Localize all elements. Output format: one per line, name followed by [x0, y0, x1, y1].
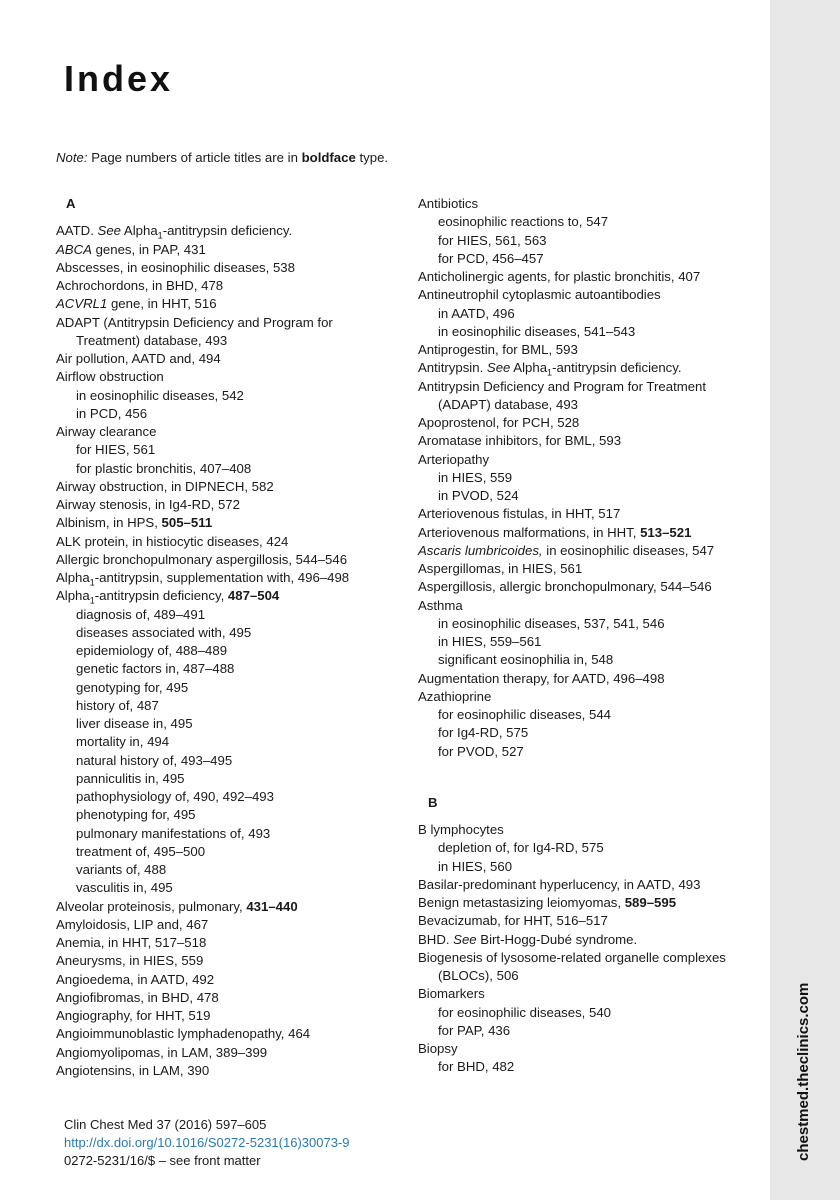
- entry-text: for PAP, 436: [438, 1022, 511, 1038]
- section-letter-b: B: [428, 794, 438, 810]
- page-title: Index: [64, 58, 174, 99]
- index-entry: [56, 222, 401, 240]
- index-entry: [418, 505, 763, 523]
- entry-text: BHD.: [418, 931, 454, 947]
- entry-text: Birt-Hogg-Dubé syndrome.: [476, 931, 638, 947]
- entry-text: vasculitis in, 495: [76, 880, 173, 896]
- index-subentry: [418, 1022, 763, 1040]
- index-entry: [418, 378, 763, 396]
- index-subentry: [56, 879, 401, 897]
- index-subentry: [418, 839, 763, 857]
- sidebar-website[interactable]: chestmed.theclinics.com: [795, 982, 812, 1161]
- entry-text: -antitrypsin deficiency,: [94, 588, 228, 604]
- entry-text: in PVOD, 524: [438, 488, 519, 503]
- entry-text: 513–521: [640, 524, 692, 540]
- entry-text: for HIES, 561: [76, 442, 156, 458]
- entry-text: Antitrypsin.: [418, 360, 487, 376]
- index-entry: [418, 414, 763, 432]
- index-subentry: [56, 332, 401, 350]
- entry-text: Air pollution, AATD and, 494: [56, 351, 221, 366]
- entry-text: in HIES, 560: [438, 858, 513, 874]
- entry-text: Asthma: [418, 597, 463, 613]
- entry-text: -antitrypsin deficiency.: [552, 360, 682, 376]
- footer-citation: Clin Chest Med 37 (2016) 597–605: [64, 1117, 267, 1132]
- entry-text: natural history of, 493–495: [76, 752, 233, 768]
- index-column-left: [56, 195, 401, 1080]
- index-subentry: [418, 305, 763, 323]
- index-subentry: [56, 770, 401, 788]
- entry-text: mortality in, 494: [76, 734, 170, 750]
- entry-text: Aneurysms, in HIES, 559: [56, 953, 204, 969]
- entry-text: treatment of, 495–500: [76, 843, 206, 859]
- entry-text: for HIES, 561, 563: [438, 232, 547, 248]
- entry-text: 1: [547, 367, 553, 378]
- index-entry: [56, 277, 401, 295]
- entry-text: pulmonary manifestations of, 493: [76, 825, 271, 841]
- entry-text: gene, in HHT, 516: [107, 296, 217, 312]
- index-subentry: [56, 405, 401, 423]
- entry-text: Antibiotics: [418, 196, 479, 211]
- index-entry: [56, 587, 401, 605]
- entry-text: liver disease in, 495: [76, 716, 193, 731]
- index-subentry: [56, 788, 401, 806]
- index-entry: [418, 597, 763, 615]
- footer-issn: 0272-5231/16/$ – see front matter: [64, 1153, 261, 1168]
- entry-text: in eosinophilic diseases, 547: [542, 542, 715, 558]
- entry-text: 589–595: [624, 895, 677, 910]
- entry-text: variants of, 488: [76, 862, 167, 877]
- index-entry: [418, 451, 763, 469]
- entry-text: in eosinophilic diseases, 541–543: [438, 323, 636, 339]
- index-subentry: [418, 1004, 763, 1022]
- entry-text: Biomarkers: [418, 986, 485, 1002]
- index-entry: [418, 688, 763, 706]
- entry-text: Airway clearance: [56, 424, 157, 439]
- index-subentry: [418, 323, 763, 341]
- entry-text: Antitrypsin Deficiency and Program for Treatment: [418, 378, 707, 394]
- entry-text: eosinophilic reactions to, 547: [438, 214, 609, 230]
- entry-text: Basilar-predominant hyperlucency, in AATD, 493: [418, 876, 701, 892]
- entry-text: Angioedema, in AATD, 492: [56, 971, 215, 987]
- index-entry: [418, 286, 763, 304]
- index-entry: [418, 949, 763, 967]
- entry-text: 431–440: [246, 898, 298, 914]
- entry-text: Benign metastasizing leiomyomas,: [418, 895, 625, 910]
- index-entry: [56, 1044, 401, 1062]
- index-subentry: [56, 733, 401, 751]
- entry-text: panniculitis in, 495: [76, 770, 185, 786]
- index-entry: [418, 432, 763, 450]
- entry-text: Alveolar proteinosis, pulmonary,: [56, 898, 247, 914]
- index-subentry: [418, 396, 763, 414]
- entry-text: Alpha: [56, 570, 90, 585]
- entry-text: for BHD, 482: [438, 1059, 515, 1075]
- index-entry: [56, 971, 401, 989]
- entry-text: Apoprostenol, for PCH, 528: [418, 415, 580, 430]
- index-subentry: [56, 861, 401, 879]
- entry-text: Ascaris lumbricoides,: [418, 542, 543, 558]
- index-entry: [56, 295, 401, 313]
- entry-text: Allergic bronchopulmonary aspergillosis, 544–546: [56, 551, 348, 567]
- entry-text: Airway stenosis, in Ig4-RD, 572: [56, 497, 240, 512]
- index-subentry: [56, 679, 401, 697]
- entry-text: Antiprogestin, for BML, 593: [418, 342, 578, 357]
- journal-sidebar: [770, 0, 840, 1200]
- entry-text: diseases associated with, 495: [76, 624, 252, 640]
- entry-text: Bevacizumab, for HHT, 516–517: [418, 913, 608, 929]
- entry-text: in PCD, 456: [76, 405, 148, 421]
- index-subentry: [418, 487, 763, 505]
- index-entry: [418, 912, 763, 930]
- entries-left: [56, 222, 401, 1080]
- entry-text: Achrochordons, in BHD, 478: [56, 278, 224, 293]
- index-entry: [56, 496, 401, 514]
- entry-text: Antineutrophil cytoplasmic autoantibodies: [418, 287, 661, 303]
- entry-text: for PCD, 456–457: [438, 250, 544, 266]
- entry-text: Biopsy: [418, 1041, 458, 1056]
- note-label: Note:: [56, 150, 88, 165]
- entries-right-b: [418, 821, 763, 1077]
- index-subentry: [418, 232, 763, 250]
- entry-text: in AATD, 496: [438, 305, 515, 321]
- index-subentry: [56, 843, 401, 861]
- entry-text: ACVRL1: [56, 296, 108, 312]
- index-entry: [56, 259, 401, 277]
- index-subentry: [418, 213, 763, 231]
- index-subentry: [56, 715, 401, 733]
- index-entry: [418, 524, 763, 542]
- entry-text: Airway obstruction, in DIPNECH, 582: [56, 478, 274, 494]
- index-entry: [56, 314, 401, 332]
- entry-text: depletion of, for Ig4-RD, 575: [438, 840, 604, 856]
- index-entry: [56, 916, 401, 934]
- index-subentry: [56, 460, 401, 478]
- index-entry: [418, 894, 763, 912]
- entry-text: Aspergillomas, in HIES, 561: [418, 561, 583, 576]
- entry-text: Angiofibromas, in BHD, 478: [56, 989, 219, 1005]
- entry-text: Arteriovenous fistulas, in HHT, 517: [418, 506, 621, 522]
- index-entry: [418, 268, 763, 286]
- index-subentry: [56, 387, 401, 405]
- index-subentry: [418, 633, 763, 651]
- entry-text: in HIES, 559–561: [438, 634, 542, 649]
- entry-text: history of, 487: [76, 697, 159, 713]
- entry-text: Amyloidosis, LIP and, 467: [56, 916, 209, 932]
- entry-text: genes, in PAP, 431: [91, 241, 206, 257]
- index-column-right: [418, 195, 763, 1077]
- index-entry: [418, 578, 763, 596]
- index-subentry: [418, 651, 763, 669]
- index-entry: [56, 551, 401, 569]
- index-subentry: [56, 606, 401, 624]
- entry-text: pathophysiology of, 490, 492–493: [76, 789, 274, 804]
- entry-text: ADAPT (Antitrypsin Deficiency and Program for: [56, 314, 333, 330]
- index-subentry: [56, 441, 401, 459]
- entry-text: for plastic bronchitis, 407–408: [76, 460, 252, 476]
- index-entry: [418, 341, 763, 359]
- entry-text: Arteriopathy: [418, 451, 490, 467]
- entry-text: See: [486, 360, 511, 376]
- entry-text: 1: [89, 595, 95, 606]
- index-entry: [56, 952, 401, 970]
- index-entry: [418, 670, 763, 688]
- index-entry: [56, 898, 401, 916]
- index-entry: [56, 241, 401, 259]
- entries-right-a: [418, 195, 763, 761]
- index-entry: [56, 533, 401, 551]
- entry-text: Angiomyolipomas, in LAM, 389–399: [56, 1044, 268, 1060]
- entry-text: for eosinophilic diseases, 540: [438, 1004, 612, 1020]
- note-bold-word: boldface: [301, 150, 356, 165]
- index-subentry: [56, 752, 401, 770]
- entry-text: Alpha: [121, 223, 158, 239]
- entry-text: Albinism, in HPS,: [56, 515, 162, 531]
- entry-text: for eosinophilic diseases, 544: [438, 707, 612, 722]
- entry-text: Angioimmunoblastic lymphadenopathy, 464: [56, 1026, 311, 1042]
- index-entry: [56, 1062, 401, 1080]
- index-subentry: [418, 967, 763, 985]
- entry-text: significant eosinophilia in, 548: [438, 652, 614, 668]
- entry-text: phenotyping for, 495: [76, 807, 196, 823]
- index-entry: [56, 478, 401, 496]
- entry-text: 1: [157, 230, 163, 241]
- note-text-before: Page numbers of article titles are in: [87, 150, 302, 165]
- entry-text: Arteriovenous malformations, in HHT,: [418, 524, 641, 540]
- entry-text: (BLOCs), 506: [438, 968, 519, 983]
- index-subentry: [418, 724, 763, 742]
- index-subentry: [418, 1058, 763, 1076]
- index-subentry: [56, 806, 401, 824]
- index-entry: [418, 359, 763, 377]
- page-footer: [64, 1116, 350, 1170]
- index-entry: [418, 876, 763, 894]
- entry-text: 487–504: [227, 588, 280, 604]
- entry-text: See: [97, 223, 121, 239]
- index-subentry: [418, 469, 763, 487]
- entry-text: -antitrypsin, supplementation with, 496–498: [94, 570, 350, 585]
- entry-text: in eosinophilic diseases, 542: [76, 387, 244, 403]
- entry-text: Treatment) database, 493: [76, 332, 228, 348]
- entry-text: Aromatase inhibitors, for BML, 593: [418, 433, 622, 449]
- entry-text: 1: [89, 577, 95, 588]
- entry-text: in HIES, 559: [438, 469, 513, 485]
- index-subentry: [56, 624, 401, 642]
- note-text-after: type.: [355, 150, 389, 165]
- index-entry: [56, 989, 401, 1007]
- index-entry: [56, 934, 401, 952]
- entry-text: AATD.: [56, 223, 98, 239]
- entry-text: Anemia, in HHT, 517–518: [56, 935, 207, 950]
- entry-text: for PVOD, 527: [438, 743, 524, 759]
- index-entry: [418, 560, 763, 578]
- entry-text: Alpha: [510, 360, 548, 376]
- index-subentry: [56, 697, 401, 715]
- index-entry: [418, 821, 763, 839]
- index-subentry: [418, 706, 763, 724]
- entry-text: Alpha: [56, 588, 90, 604]
- entry-text: Augmentation therapy, for AATD, 496–498: [418, 670, 665, 686]
- entry-text: Abscesses, in eosinophilic diseases, 538: [56, 259, 295, 275]
- entry-text: Aspergillosis, allergic bronchopulmonary, 544–546: [418, 579, 712, 595]
- entry-text: 505–511: [161, 515, 213, 531]
- entry-text: Angiotensins, in LAM, 390: [56, 1062, 210, 1078]
- entry-text: ALK protein, in histiocytic diseases, 424: [56, 533, 289, 549]
- entry-text: (ADAPT) database, 493: [438, 396, 579, 412]
- index-entry: [56, 569, 401, 587]
- entry-text: ABCA: [56, 241, 92, 257]
- section-letter-a: A: [66, 196, 76, 211]
- entry-text: Angiography, for HHT, 519: [56, 1008, 211, 1023]
- entry-text: genetic factors in, 487–488: [76, 661, 235, 677]
- index-entry: [56, 368, 401, 386]
- index-subentry: [418, 615, 763, 633]
- entry-text: for Ig4-RD, 575: [438, 725, 529, 741]
- index-entry: [418, 195, 763, 213]
- entry-text: in eosinophilic diseases, 537, 541, 546: [438, 615, 665, 631]
- entry-text: See: [453, 931, 477, 947]
- index-entry: [418, 1040, 763, 1058]
- index-entry: [56, 1007, 401, 1025]
- index-entry: [56, 350, 401, 368]
- index-entry: [418, 985, 763, 1003]
- entry-text: -antitrypsin deficiency.: [162, 223, 293, 239]
- index-subentry: [56, 660, 401, 678]
- footer-doi-link[interactable]: http://dx.doi.org/10.1016/S0272-5231(16)30073-9: [64, 1135, 350, 1150]
- index-subentry: [418, 743, 763, 761]
- index-entry: [56, 423, 401, 441]
- index-entry: [56, 1025, 401, 1043]
- index-subentry: [418, 250, 763, 268]
- entry-text: Azathioprine: [418, 688, 492, 704]
- entry-text: genotyping for, 495: [76, 679, 189, 695]
- index-entry: [418, 542, 763, 560]
- entry-text: Biogenesis of lysosome-related organelle complexes: [418, 949, 726, 965]
- index-subentry: [56, 825, 401, 843]
- entry-text: diagnosis of, 489–491: [76, 606, 206, 622]
- index-note: [56, 149, 388, 167]
- entry-text: Anticholinergic agents, for plastic bronchitis, 407: [418, 269, 701, 284]
- entry-text: epidemiology of, 488–489: [76, 643, 228, 658]
- index-subentry: [418, 858, 763, 876]
- index-subentry: [56, 642, 401, 660]
- entry-text: B lymphocytes: [418, 822, 504, 837]
- entry-text: Airflow obstruction: [56, 369, 164, 385]
- index-entry: [418, 931, 763, 949]
- index-entry: [56, 514, 401, 532]
